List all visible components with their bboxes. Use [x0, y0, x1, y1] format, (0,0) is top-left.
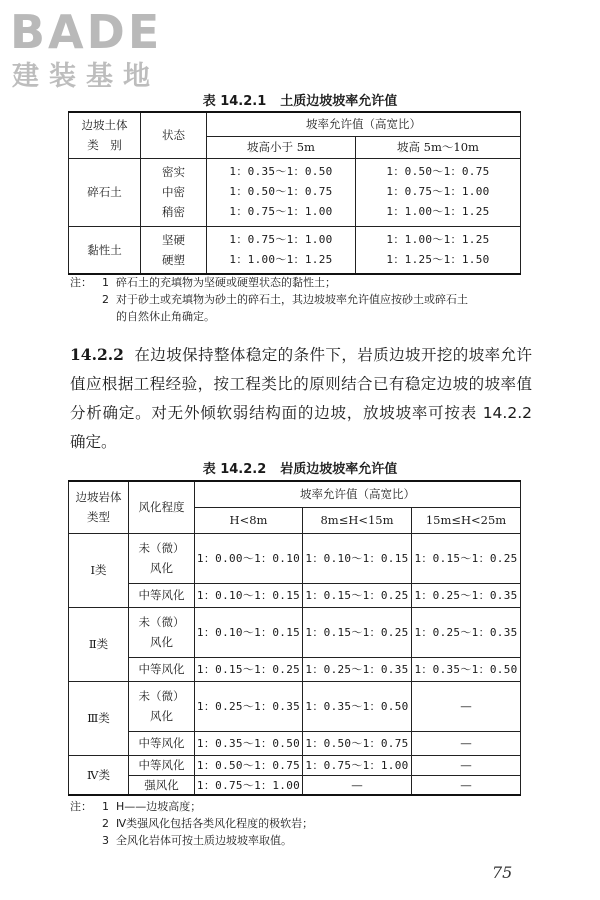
- table1-header-category: 边坡土体 类 别: [69, 112, 141, 158]
- table1-notes: 注： 1 碎石土的充填物为坚硬或硬塑状态的黏性土； 2 对于砂土或充填物为砂土的碎石土，其边坡坡率允许值应按砂土或碎石土 的自然休止角确定。: [70, 276, 468, 323]
- note-text: Ⅳ类强风化包括各类风化程度的极软岩；: [116, 817, 314, 830]
- table1-header-group: 坡率允许值（高宽比）: [207, 112, 521, 136]
- rock-type: Ⅲ类: [69, 681, 129, 755]
- table1-category: 碎石土: [69, 158, 141, 226]
- table1-values-col1: 1：0.75～1：1.00 1：1.00～1：1.25: [207, 226, 356, 274]
- table2-header-type: 边坡岩体 类型: [69, 481, 129, 533]
- paragraph-text: 在边坡保持整体稳定的条件下，岩质边坡开挖的坡率允许值应根据工程经验，按工程类比的原则结合已有稳定边坡的坡率值分析确定。对无外倾软弱结构面的边坡，放坡坡率可按表 14.2.2 确定。: [70, 346, 532, 451]
- rate-cell: 1：0.50～1：0.75: [303, 731, 412, 755]
- soil-slope-table: [68, 111, 521, 275]
- table1-values-col1: 1：0.35～1：0.50 1：0.50～1：0.75 1：0.75～1：1.00: [207, 158, 356, 226]
- rate-cell: 1：0.25～1：0.35: [195, 681, 303, 731]
- weathering-degree: 未（微） 风化: [129, 607, 195, 657]
- brand-logo: [10, 6, 180, 94]
- rate-cell: 1：0.25～1：0.35: [303, 657, 412, 681]
- table1-caption: [0, 90, 600, 109]
- rate-cell: 1：0.10～1：0.15: [303, 533, 412, 583]
- page-number: 75: [492, 863, 513, 882]
- rate-cell: —: [412, 775, 521, 795]
- rate-cell: 1：0.10～1：0.15: [195, 583, 303, 607]
- rate-cell: 1：0.15～1：0.25: [303, 607, 412, 657]
- weathering-degree: 中等风化: [129, 755, 195, 775]
- table-row: [69, 775, 521, 795]
- table1-states: 坚硬 硬塑: [141, 226, 207, 274]
- table2-header-sub3: 15m≤H<25m: [412, 507, 521, 533]
- rate-cell: —: [412, 731, 521, 755]
- table2-caption: [0, 458, 600, 477]
- rate-cell: 1：0.75～1：1.00: [303, 755, 412, 775]
- rate-cell: 1：0.35～1：0.50: [412, 657, 521, 681]
- table1-states: 密实 中密 稍密: [141, 158, 207, 226]
- table1-values-col2: 1：0.50～1：0.75 1：0.75～1：1.00 1：1.00～1：1.25: [356, 158, 521, 226]
- table-row: [69, 657, 521, 681]
- table-row: [69, 731, 521, 755]
- weathering-degree: 中等风化: [129, 731, 195, 755]
- rock-type: Ⅳ类: [69, 755, 129, 795]
- rate-cell: 1：0.50～1：0.75: [195, 755, 303, 775]
- rate-cell: —: [303, 775, 412, 795]
- table2-caption-number: 表 14.2.2: [202, 462, 267, 477]
- note-text: H——边坡高度；: [116, 800, 202, 813]
- rate-cell: 1：0.35～1：0.50: [303, 681, 412, 731]
- rate-cell: 1：0.00～1：0.10: [195, 533, 303, 583]
- table2-header-group: 坡率允许值（高宽比）: [195, 481, 521, 507]
- table-row: [69, 158, 521, 226]
- table-row: [69, 533, 521, 583]
- rate-cell: 1：0.15～1：0.25: [195, 657, 303, 681]
- table2-header-sub2: 8m≤H<15m: [303, 507, 412, 533]
- table1-header-sub1: 坡高小于 5m: [207, 136, 356, 158]
- table-row: [69, 607, 521, 657]
- section-number: 14.2.2: [70, 345, 124, 364]
- table2-notes: 注： 1 H——边坡高度； 2 Ⅳ类强风化包括各类风化程度的极软岩； 3 全风化岩体可按土质边坡坡率取值。: [70, 800, 314, 847]
- weathering-degree: 强风化: [129, 775, 195, 795]
- rate-cell: 1：0.15～1：0.25: [412, 533, 521, 583]
- table1-values-col2: 1：1.00～1：1.25 1：1.25～1：1.50: [356, 226, 521, 274]
- rate-cell: —: [412, 755, 521, 775]
- rate-cell: 1：0.10～1：0.15: [195, 607, 303, 657]
- table1-caption-number: 表 14.2.1: [202, 94, 267, 109]
- table1-header-sub2: 坡高 5m～10m: [356, 136, 521, 158]
- note-label: 注：: [70, 800, 92, 813]
- weathering-degree: 未（微） 风化: [129, 681, 195, 731]
- rate-cell: —: [412, 681, 521, 731]
- table2-header-sub1: H<8m: [195, 507, 303, 533]
- note-text: 全风化岩体可按土质边坡坡率取值。: [116, 834, 292, 847]
- logo-subtitle: 建装基地: [12, 61, 160, 92]
- weathering-degree: 中等风化: [129, 583, 195, 607]
- rock-type: Ⅰ类: [69, 533, 129, 607]
- weathering-degree: 中等风化: [129, 657, 195, 681]
- note-label: 注：: [70, 276, 92, 289]
- table-row: [69, 226, 521, 274]
- note-text: 碎石土的充填物为坚硬或硬塑状态的黏性土；: [116, 276, 336, 289]
- table2-caption-title: 岩质边坡坡率允许值: [280, 462, 398, 477]
- rock-type: Ⅱ类: [69, 607, 129, 681]
- weathering-degree: 未（微） 风化: [129, 533, 195, 583]
- table2-header-weathering: 风化程度: [129, 481, 195, 533]
- note-text: 的自然休止角确定。: [116, 310, 215, 323]
- logo-wordmark: BADE: [10, 5, 163, 59]
- rate-cell: 1：0.25～1：0.35: [412, 607, 521, 657]
- table-row: [69, 583, 521, 607]
- rate-cell: 1：0.35～1：0.50: [195, 731, 303, 755]
- rate-cell: 1：0.25～1：0.35: [412, 583, 521, 607]
- table1-header-state: 状态: [141, 112, 207, 158]
- rate-cell: 1：0.15～1：0.25: [303, 583, 412, 607]
- table1-caption-title: 土质边坡坡率允许值: [280, 94, 398, 109]
- table-row: [69, 681, 521, 731]
- note-text: 对于砂土或充填物为砂土的碎石土，其边坡坡率允许值应按砂土或碎石土: [116, 293, 468, 306]
- rate-cell: 1：0.75～1：1.00: [195, 775, 303, 795]
- rock-slope-table: [68, 480, 521, 796]
- table-row: [69, 755, 521, 775]
- clause-paragraph: [70, 340, 532, 457]
- table1-category: 黏性土: [69, 226, 141, 274]
